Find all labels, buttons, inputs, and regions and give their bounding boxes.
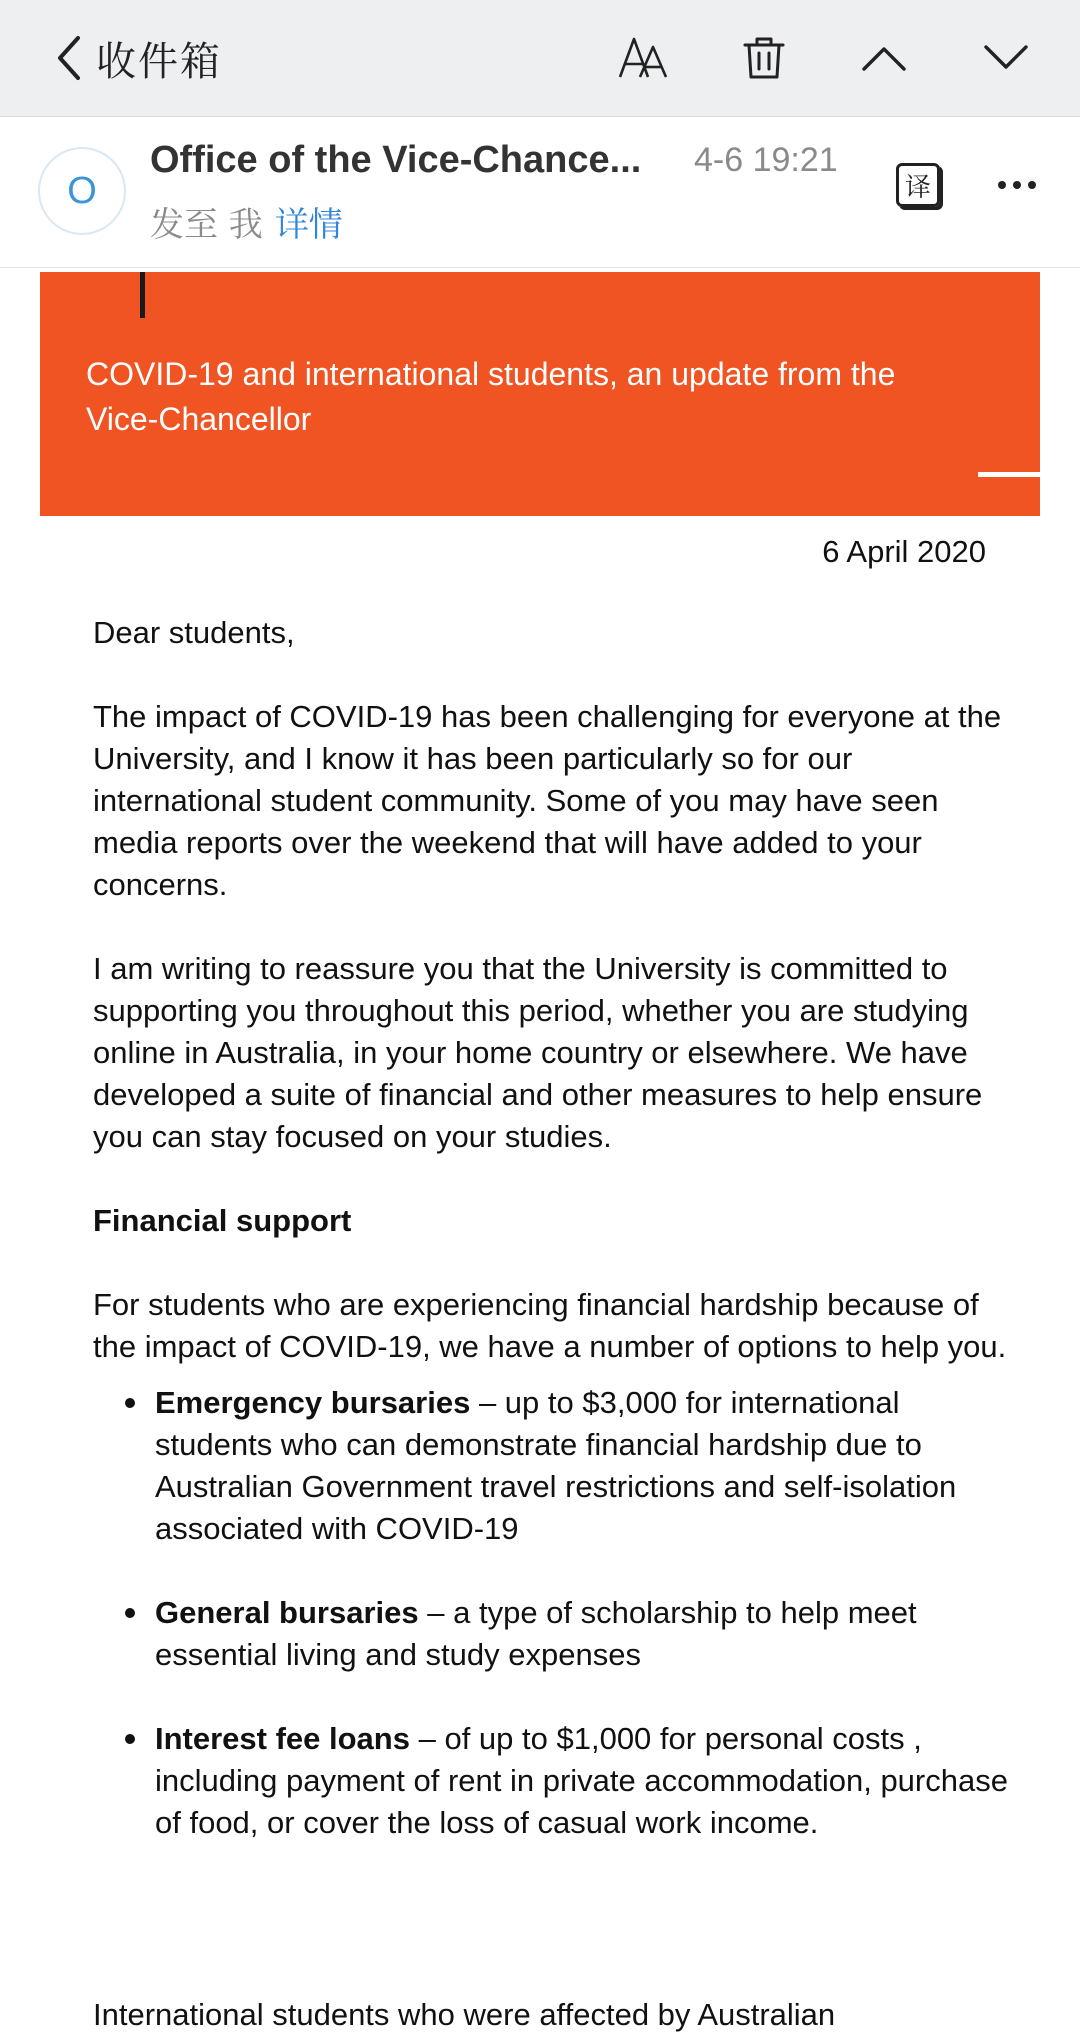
list-item-title: General bursaries [155,1595,419,1630]
translate-button[interactable] [896,163,940,207]
sent-time: 4-6 19:21 [694,141,838,179]
font-size-icon [618,35,670,81]
details-link[interactable]: 详情 [274,205,343,245]
body-paragraph: I am writing to reassure you that the University is committed to supporting you throughout this period, whether you are studying online in Australia, in your home country or elsewhere. We have developed a suite of financial and other measures to help ensure you can stay focused on your studies. [93,951,983,1154]
delete-button[interactable] [732,28,796,88]
email-banner [40,272,1040,516]
body-paragraph-cut-off: International students who were affected by Australian [93,1997,836,2032]
chevron-up-icon [861,44,907,72]
recipient-line [150,197,343,246]
email-body [93,612,1013,2032]
list-item [93,1718,1013,1844]
section-heading: Financial support [93,1203,352,1238]
banner-title: COVID-19 and international students, an update from the Vice-Chancellor [86,356,896,437]
body-paragraph: The impact of COVID-19 has been challenging for everyone at the University, and I know it has been particularly so for our international student community. Some of you may have seen media reports over the weekend that will have added to your concerns. [93,699,1002,902]
banner-accent-bar [140,272,145,318]
more-dots-icon [997,180,1037,190]
back-label: 收件箱 [96,38,222,85]
top-navigation-bar [0,0,1080,117]
list-item-title: Interest fee loans [155,1721,410,1756]
support-list [93,1382,1013,1844]
chevron-left-icon [56,35,82,81]
more-options-button[interactable] [990,165,1044,205]
email-date: 6 April 2020 [822,534,986,569]
list-item [93,1592,1013,1676]
list-item [93,1382,1013,1550]
sender-avatar[interactable]: O [38,147,126,235]
greeting: Dear students, [93,615,295,650]
banner-accent-dash [978,472,1040,477]
chevron-down-icon [983,44,1029,72]
recipient-label: 发至 我 [150,205,263,245]
sender-header [0,117,1080,268]
back-to-inbox-button[interactable] [56,28,222,88]
previous-email-button[interactable] [852,28,916,88]
list-item-text: – a type of scholarship to help meet essential living and study expenses [155,1595,917,1672]
section-intro: For students who are experiencing financial hardship because of the impact of COVID-19, we have a number of options to help you. [93,1287,1007,1364]
list-item-text: – of up to $1,000 for personal costs , including payment of rent in private accommodation, purchase of food, or cover the loss of casual work income. [155,1721,1008,1840]
translate-icon: 译 [904,172,931,203]
list-item-title: Emergency bursaries [155,1385,471,1420]
trash-icon [743,35,785,81]
font-size-button[interactable] [612,28,676,88]
list-item-text: – up to $3,000 for international students who can demonstrate financial hardship due to Australian Government travel restrictions and self-isolation associated with COVID-19 [155,1385,957,1546]
sender-name[interactable]: Office of the Vice-Chance... [150,139,642,181]
next-email-button[interactable] [974,28,1038,88]
